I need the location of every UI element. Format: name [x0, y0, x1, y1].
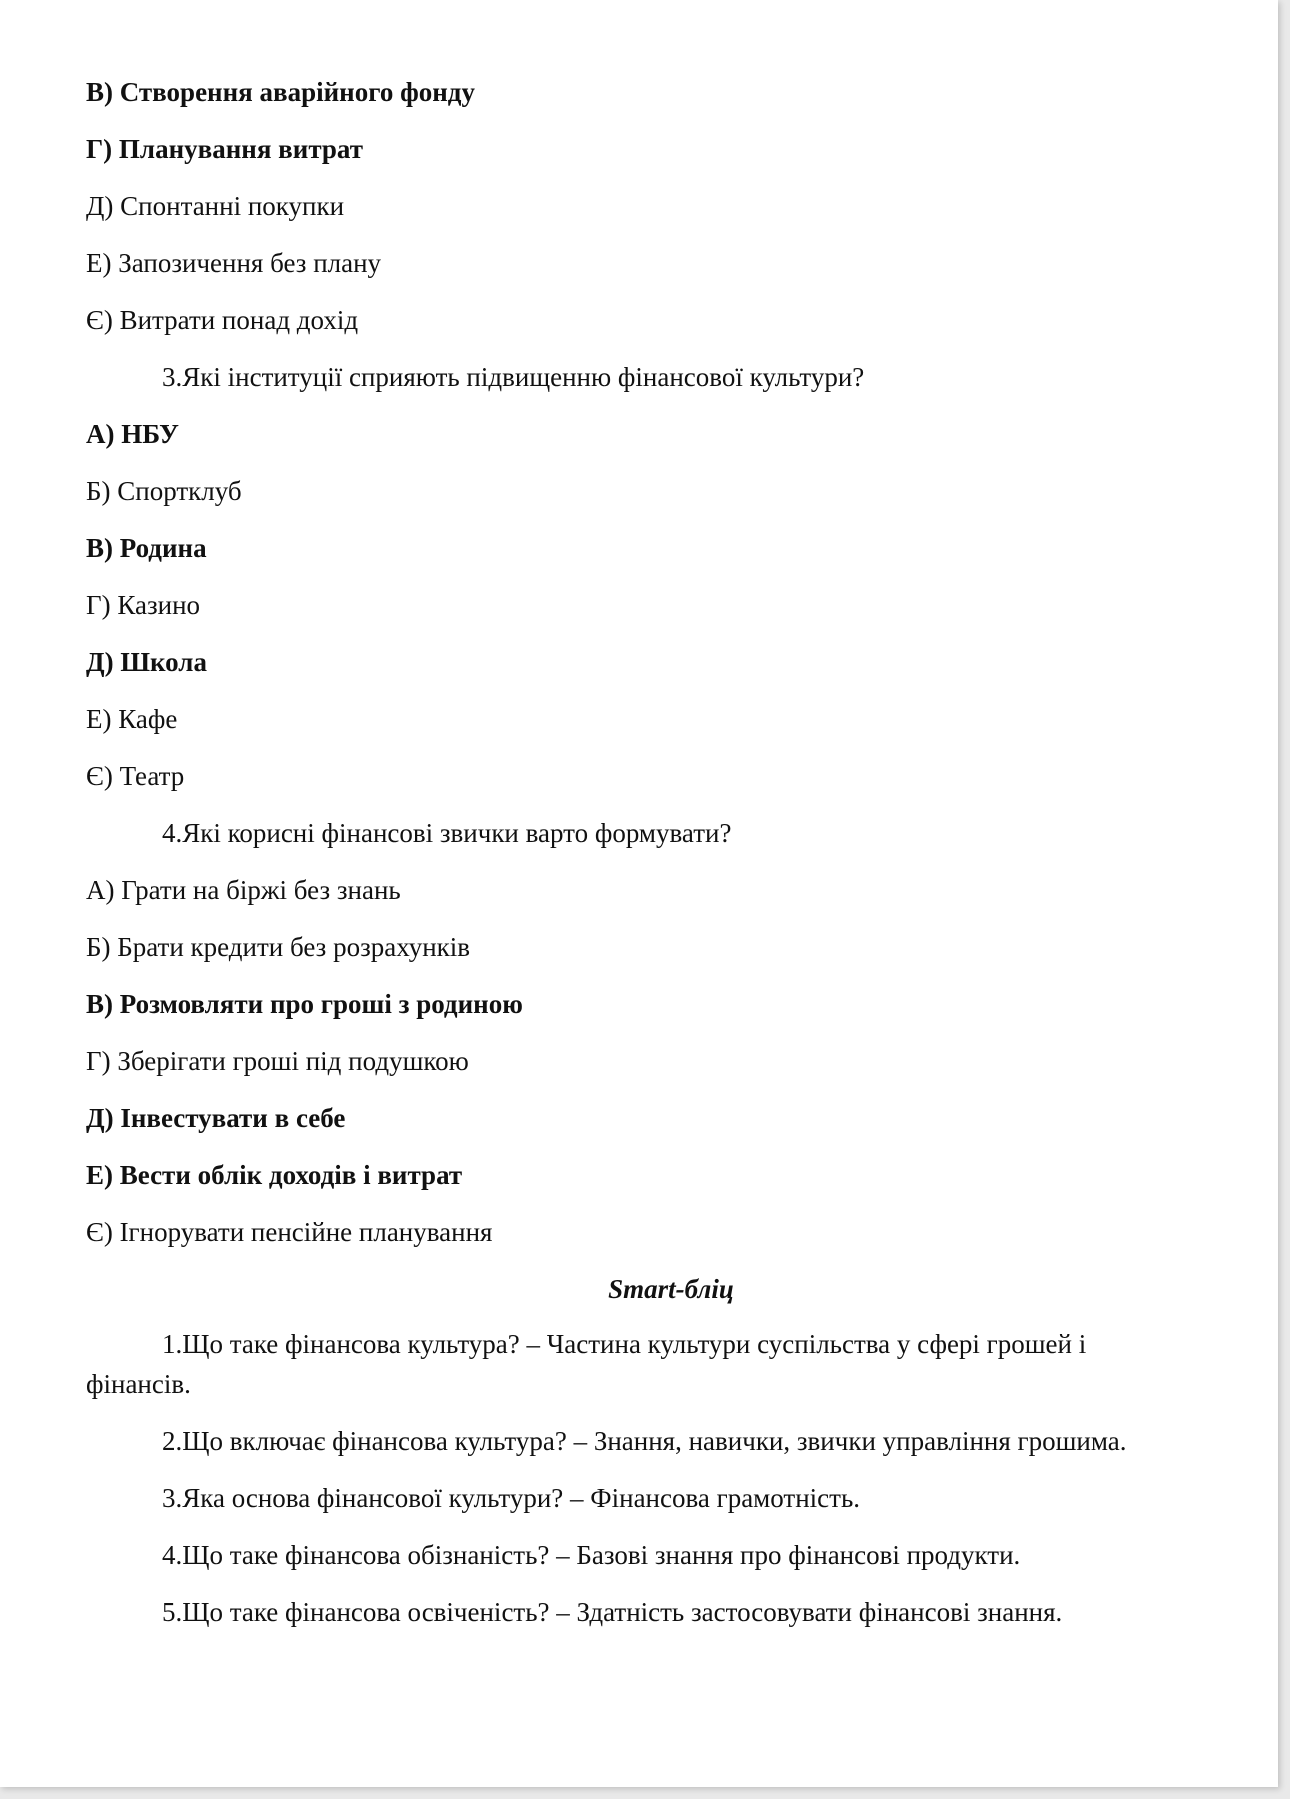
smart-blitz-heading: Smart-бліц: [608, 1274, 734, 1304]
q2-option-d: Д) Спонтанні покупки: [86, 191, 345, 221]
q2-option-h: Г) Планування витрат: [86, 134, 363, 164]
smart-item-2: 2.Що включає фінансова культура? – Знання, навички, звички управління грошима.: [162, 1426, 1127, 1456]
q4-option-ye: Є) Ігнорувати пенсійне планування: [86, 1217, 493, 1247]
document-content: [86, 72, 1186, 1649]
smart-item-5: 5.Що таке фінансова освіченість? – Здатність застосовувати фінансові знання.: [162, 1597, 1063, 1627]
q2-option-e: Е) Запозичення без плану: [86, 248, 382, 278]
q4-option-v: В) Розмовляти про гроші з родиною: [86, 989, 523, 1019]
question-3: 3.Які інституції сприяють підвищенню фінансової культури?: [162, 362, 865, 392]
q2-option-v: В) Створення аварійного фонду: [86, 77, 475, 107]
q4-option-h: Г) Зберігати гроші під подушкою: [86, 1046, 469, 1076]
smart-item-3: 3.Яка основа фінансової культури? – Фінансова грамотність.: [162, 1483, 861, 1513]
question-4: 4.Які корисні фінансові звички варто формувати?: [162, 818, 732, 848]
q3-option-ye: Є) Театр: [86, 761, 185, 791]
q3-option-b: Б) Спортклуб: [86, 476, 242, 506]
q3-option-v: В) Родина: [86, 533, 207, 563]
q3-option-e: Е) Кафе: [86, 704, 178, 734]
q4-option-d: Д) Інвестувати в себе: [86, 1103, 346, 1133]
q4-option-b: Б) Брати кредити без розрахунків: [86, 932, 471, 962]
q3-option-d: Д) Школа: [86, 647, 207, 677]
q3-option-h: Г) Казино: [86, 590, 201, 620]
smart-item-4: 4.Що таке фінансова обізнаність? – Базові знання про фінансові продукти.: [162, 1540, 1021, 1570]
q4-option-e: Е) Вести облік доходів і витрат: [86, 1160, 463, 1190]
q2-option-ye: Є) Витрати понад дохід: [86, 305, 359, 335]
smart-item-1: 1.Що таке фінансова культура? – Частина культури суспільства у сфері грошей і фінансів.: [86, 1329, 1087, 1399]
q4-option-a: А) Грати на біржі без знань: [86, 875, 401, 905]
q3-option-a: А) НБУ: [86, 419, 179, 449]
